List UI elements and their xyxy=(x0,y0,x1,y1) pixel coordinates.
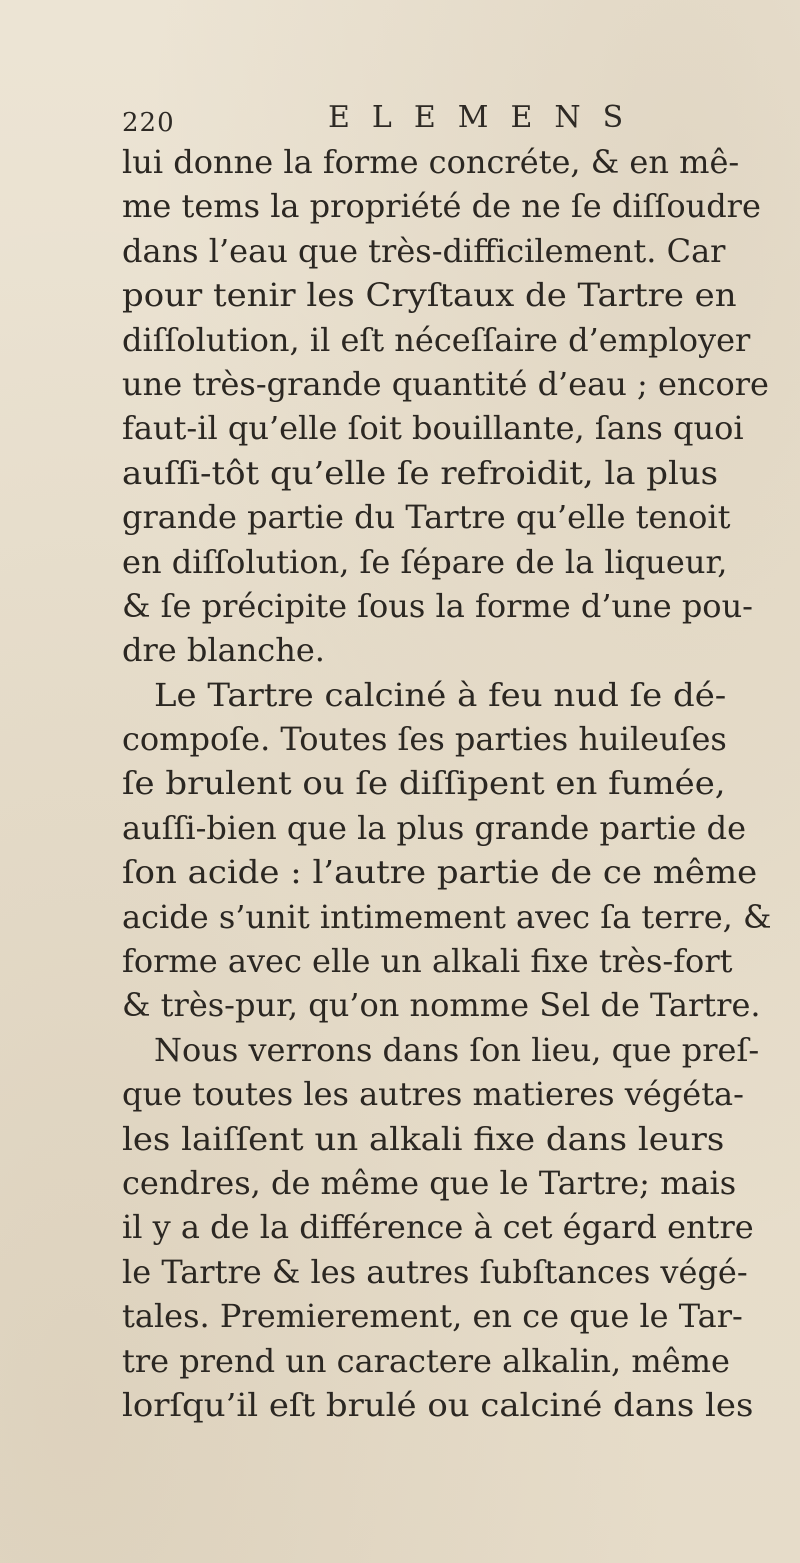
text-line: diſſolution, il eſt néceſſaire d’employer xyxy=(122,320,751,359)
text-line: ſon acide : l’autre partie de ce même xyxy=(122,853,758,892)
text-line: auſſi-bien que la plus grande partie de xyxy=(122,808,747,847)
text-line: les laiſſent un alkali fixe dans leurs xyxy=(122,1119,725,1158)
text-line: en diſſolution, ſe ſépare de la liqueur, xyxy=(122,542,728,581)
text-line: & ſe précipite ſous la forme d’une pou- xyxy=(122,586,753,625)
running-head xyxy=(122,100,646,144)
text-line: lui donne la forme concréte, & en mê- xyxy=(122,143,740,181)
running-title: ELEMENS xyxy=(328,100,646,135)
text-line: ſe brulent ou ſe diſſipent en fumée, xyxy=(122,764,726,803)
text-line: Le Tartre calciné à feu nud ſe dé- xyxy=(154,675,727,714)
text-line: tales. Premierement, en ce que le Tar- xyxy=(122,1297,743,1336)
text-line: faut-il qu’elle ſoit bouillante, ſans quoi xyxy=(122,409,744,448)
text-line: me tems la propriété de ne ſe diſſoudre xyxy=(122,187,761,226)
text-line: lorſqu’il eſt brulé ou calciné dans les xyxy=(122,1385,754,1424)
text-line: une très-grande quantité d’eau ; encore xyxy=(122,364,769,403)
text-line: & très-pur, qu’on nomme Sel de Tartre. xyxy=(122,986,761,1025)
text-line: forme avec elle un alkali fixe très-fort xyxy=(122,942,733,981)
page-number: 220 xyxy=(122,108,175,138)
text-line: acide s’unit intimement avec ſa terre, & xyxy=(122,897,772,936)
text-line: que toutes les autres matieres végéta- xyxy=(122,1075,744,1114)
text-line: grande partie du Tartre qu’elle tenoit xyxy=(122,498,731,537)
text-line: dans l’eau que très-difficilement. Car xyxy=(122,231,726,270)
text-line: dre blanche. xyxy=(122,631,325,670)
text-line: pour tenir les Cryſtaux de Tartre en xyxy=(122,276,737,315)
body-text xyxy=(122,140,794,1427)
text-line: auſſi-tôt qu’elle ſe refroidit, la plus xyxy=(122,453,719,492)
text-line: il y a de la différence à cet égard entre xyxy=(122,1208,754,1247)
text-line: Nous verrons dans ſon lieu, que preſ- xyxy=(154,1030,760,1069)
text-line: le Tartre & les autres ſubſtances végé- xyxy=(122,1252,748,1291)
text-line: compoſe. Toutes ſes parties huileuſes xyxy=(122,720,727,759)
text-line: cendres, de même que le Tartre; mais xyxy=(122,1163,737,1202)
text-line: tre prend un caractere alkalin, même xyxy=(122,1341,730,1380)
